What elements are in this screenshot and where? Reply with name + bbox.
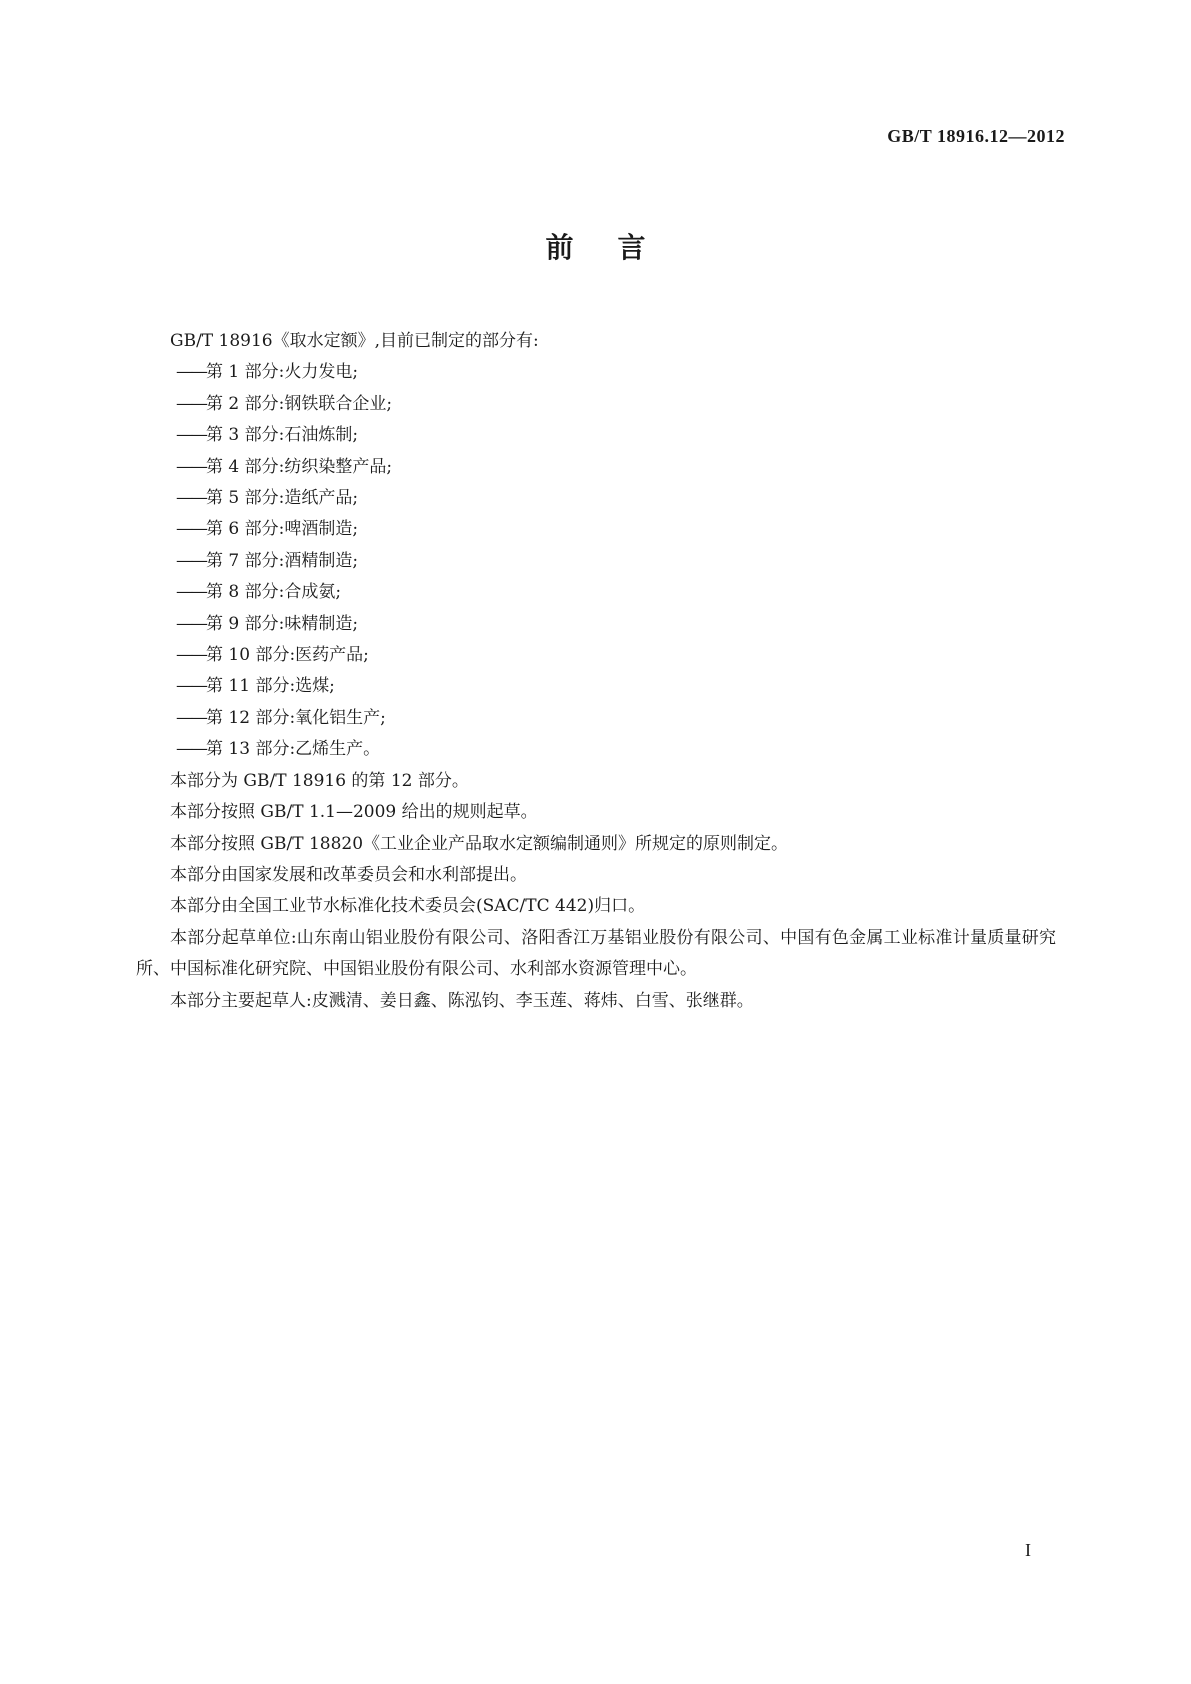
list-item-text: 第 1 部分:火力发电; <box>206 362 359 383</box>
list-dash: —— <box>176 488 206 509</box>
list-item <box>136 357 1056 388</box>
list-dash: —— <box>176 456 206 477</box>
list-item-text: 第 3 部分:石油炼制; <box>206 425 359 446</box>
standard-number: GB/T 18916.12—2012 <box>887 126 1065 146</box>
parts-list <box>136 357 1056 765</box>
list-item <box>136 703 1056 734</box>
principles-statement: 本部分按照 GB/T 18820《工业企业产品取水定额编制通则》所规定的原则制定。 <box>170 833 789 854</box>
list-dash: —— <box>176 676 206 697</box>
list-item-text: 第 2 部分:钢铁联合企业; <box>206 393 393 414</box>
foreword-body <box>136 326 1056 1017</box>
list-item <box>136 420 1056 451</box>
list-item-text: 第 6 部分:啤酒制造; <box>206 519 359 540</box>
drafting-units-statement: 本部分起草单位:山东南山铝业股份有限公司、洛阳香江万基铝业股份有限公司、中国有色金属工业标准计量质量研究所、中国标准化研究院、中国铝业股份有限公司、水利部水资源管理中心。 <box>136 927 1056 980</box>
list-item <box>136 389 1056 420</box>
list-item <box>136 577 1056 608</box>
list-item-text: 第 5 部分:造纸产品; <box>206 488 359 509</box>
list-dash: —— <box>176 582 206 603</box>
list-item-text: 第 10 部分:医药产品; <box>206 645 369 666</box>
list-item <box>136 483 1056 514</box>
list-dash: —— <box>176 550 206 571</box>
list-item <box>136 546 1056 577</box>
list-dash: —— <box>176 362 206 383</box>
list-item <box>136 514 1056 545</box>
list-item <box>136 671 1056 702</box>
list-item-text: 第 11 部分:选煤; <box>206 676 335 697</box>
list-dash: —— <box>176 425 206 446</box>
list-dash: —— <box>176 645 206 666</box>
list-item-text: 第 4 部分:纺织染整产品; <box>206 456 393 477</box>
intro-paragraph: GB/T 18916《取水定额》,目前已制定的部分有: <box>170 331 539 351</box>
drafting-rules-statement: 本部分按照 GB/T 1.1—2009 给出的规则起草。 <box>170 802 538 823</box>
list-item-text: 第 7 部分:酒精制造; <box>206 550 359 571</box>
list-dash: —— <box>176 613 206 634</box>
committee-statement: 本部分由全国工业节水标准化技术委员会(SAC/TC 442)归口。 <box>170 896 646 917</box>
list-dash: —— <box>176 519 206 540</box>
proposer-statement: 本部分由国家发展和改革委员会和水利部提出。 <box>170 864 527 885</box>
list-item <box>136 609 1056 640</box>
list-dash: —— <box>176 739 206 760</box>
drafters-statement: 本部分主要起草人:皮溅清、姜日鑫、陈泓钧、李玉莲、蒋炜、白雪、张继群。 <box>170 990 754 1011</box>
page-number: I <box>1025 1540 1031 1560</box>
list-dash: —— <box>176 707 206 728</box>
list-item-text: 第 9 部分:味精制造; <box>206 613 359 634</box>
part-statement: 本部分为 GB/T 18916 的第 12 部分。 <box>170 770 469 791</box>
list-item <box>136 640 1056 671</box>
list-item-text: 第 8 部分:合成氨; <box>206 582 342 603</box>
list-item <box>136 734 1056 765</box>
list-item-text: 第 13 部分:乙烯生产。 <box>206 739 381 760</box>
list-dash: —— <box>176 393 206 414</box>
list-item-text: 第 12 部分:氧化铝生产; <box>206 707 386 728</box>
page-title: 前言 <box>545 231 690 264</box>
list-item <box>136 452 1056 483</box>
